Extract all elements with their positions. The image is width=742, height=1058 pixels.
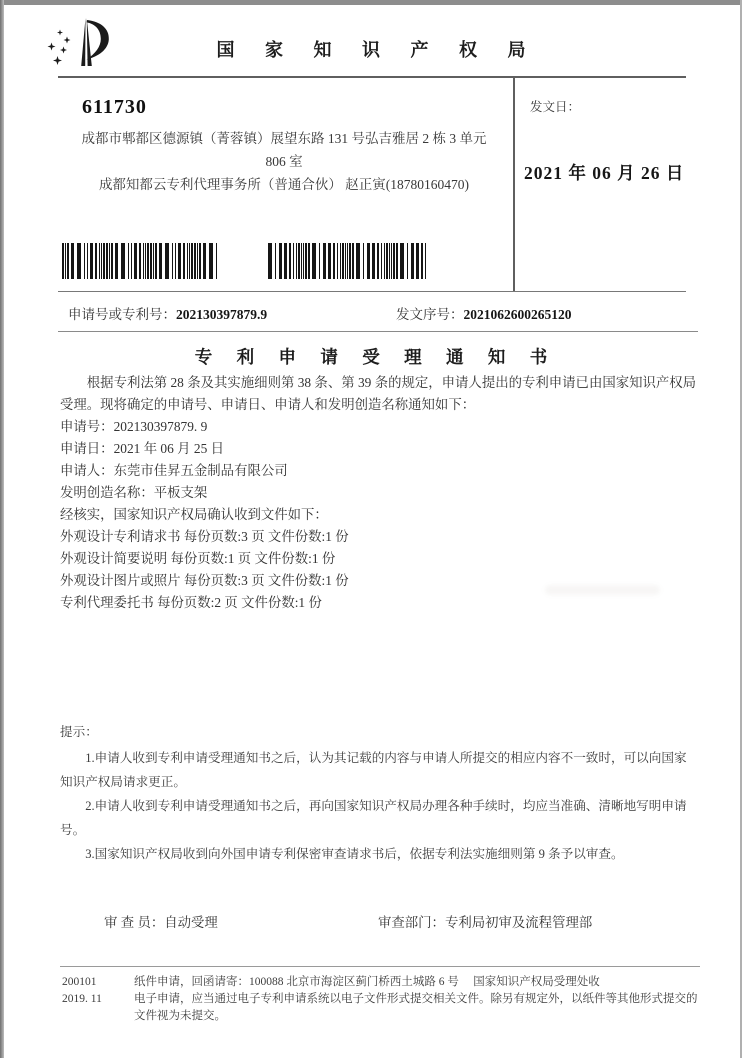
footer-revision-code: 2019. 11: [62, 993, 102, 1005]
application-number-label: 申请号或专利号：: [68, 307, 176, 322]
document-item: 外观设计专利请求书 每份页数:3 页 文件份数:1 份: [60, 529, 349, 544]
footer-electronic-note: 电子申请，应当通过电子专利申请系统以电子文件形式提交相关文件。除另有规定外，以纸件等其他形式提交的文件视为未提交。: [134, 993, 698, 1022]
footer-rule: [60, 966, 700, 967]
notice-paragraph: 根据专利法第 28 条及其实施细则第 38 条、第 39 条的规定，申请人提出的专利申请已由国家知识产权局受理。现将确定的申请号、申请日、申请人和发明创造名称通知如下：: [60, 375, 697, 412]
field-label: 发明创造名称：: [60, 485, 154, 500]
field-value: 东莞市佳昇五金制品有限公司: [113, 463, 288, 478]
agency-title: 国 家 知 识 产 权 局: [216, 40, 539, 60]
department: [378, 912, 592, 931]
field-invention-title: [60, 482, 698, 504]
application-number-value: 202130397879.9: [176, 307, 268, 322]
dispatch-date-label: 发文日：: [530, 100, 581, 114]
document-item: 专利代理委托书 每份页数:2 页 文件份数:1 份: [60, 595, 322, 610]
field-label: 申请人：: [60, 463, 114, 478]
recipient-address-line1: 成都市郫都区德源镇（菁蓉镇）展望东路 131 号弘吉雅居 2 栋 3 单元: [81, 131, 487, 146]
document-item: 外观设计简要说明 每份页数:1 页 文件份数:1 份: [60, 551, 336, 566]
department-value: 专利局初审及流程管理部: [444, 915, 593, 930]
tip-item-1: 1.申请人收到专利申请受理通知书之后，认为其记载的内容与申请人所提交的相应内容不一致时，可以向国家知识产权局请求更正。: [60, 751, 687, 789]
scan-edge-left: [0, 0, 4, 1058]
reference-row: [68, 303, 702, 323]
barcode-right: [268, 243, 450, 279]
footer: [62, 974, 698, 1025]
serial-number-value: 2021062600265120: [463, 307, 572, 322]
field-application-number: [60, 416, 698, 438]
field-value: 202130397879. 9: [113, 419, 208, 434]
header-rule: [58, 76, 686, 78]
document-item: 外观设计图片或照片 每份页数:3 页 文件份数:1 份: [60, 573, 349, 588]
mid-rule: [58, 291, 686, 292]
reference-rule: [58, 331, 698, 332]
examiner: [104, 912, 218, 931]
scan-edge-top: [0, 0, 742, 5]
serial-number-label: 发文序号：: [396, 307, 464, 322]
tips-heading: 提示：: [60, 725, 98, 739]
barcode-left: [62, 243, 244, 279]
tips-section: [60, 720, 694, 866]
notice-title: 专 利 申 请 受 理 通 知 书: [194, 347, 558, 367]
tip-item-3: 3.国家知识产权局收到向外国申请专利保密审查请求书后，依据专利法实施细则第 9 条予以审查。: [85, 847, 624, 861]
field-filing-date: [60, 438, 698, 460]
scan-smudge: [545, 585, 660, 595]
footer-row-electronic: [62, 991, 698, 1025]
field-label: 申请日：: [60, 441, 114, 456]
footer-row-paper: [62, 974, 698, 991]
field-label: 申请号：: [60, 419, 114, 434]
recipient-block: [58, 96, 510, 196]
field-value: 平板支架: [153, 485, 208, 500]
footer-form-code: 200101: [62, 976, 97, 988]
tip-item-2: 2.申请人收到专利申请受理通知书之后，再向国家知识产权局办理各种手续时，均应当准确、清晰地写明申请号。: [60, 799, 687, 837]
examiner-value: 自动受理: [164, 915, 218, 930]
confirm-line: 经核实，国家知识产权局确认收到文件如下：: [60, 507, 328, 522]
recipient-address-line2: 806 室: [265, 154, 303, 169]
field-applicant: [60, 460, 698, 482]
field-value: 2021 年 06 月 25 日: [113, 441, 225, 456]
postal-code: 611730: [82, 96, 147, 118]
notice-body: [60, 372, 698, 614]
recipient-agent-line: 成都知都云专利代理事务所（普通合伙） 赵正寅(18780160470): [98, 177, 470, 192]
department-label: 审查部门：: [378, 915, 445, 930]
footer-paper-note: 纸件申请，回函请寄：100088 北京市海淀区蓟门桥西土城路 6 号 国家知识产权局受理处收: [134, 976, 600, 988]
examiner-label: 审 查 员：: [104, 915, 165, 930]
dispatch-date-value: 2021 年 06 月 26 日: [524, 163, 685, 183]
column-divider: [513, 76, 515, 291]
